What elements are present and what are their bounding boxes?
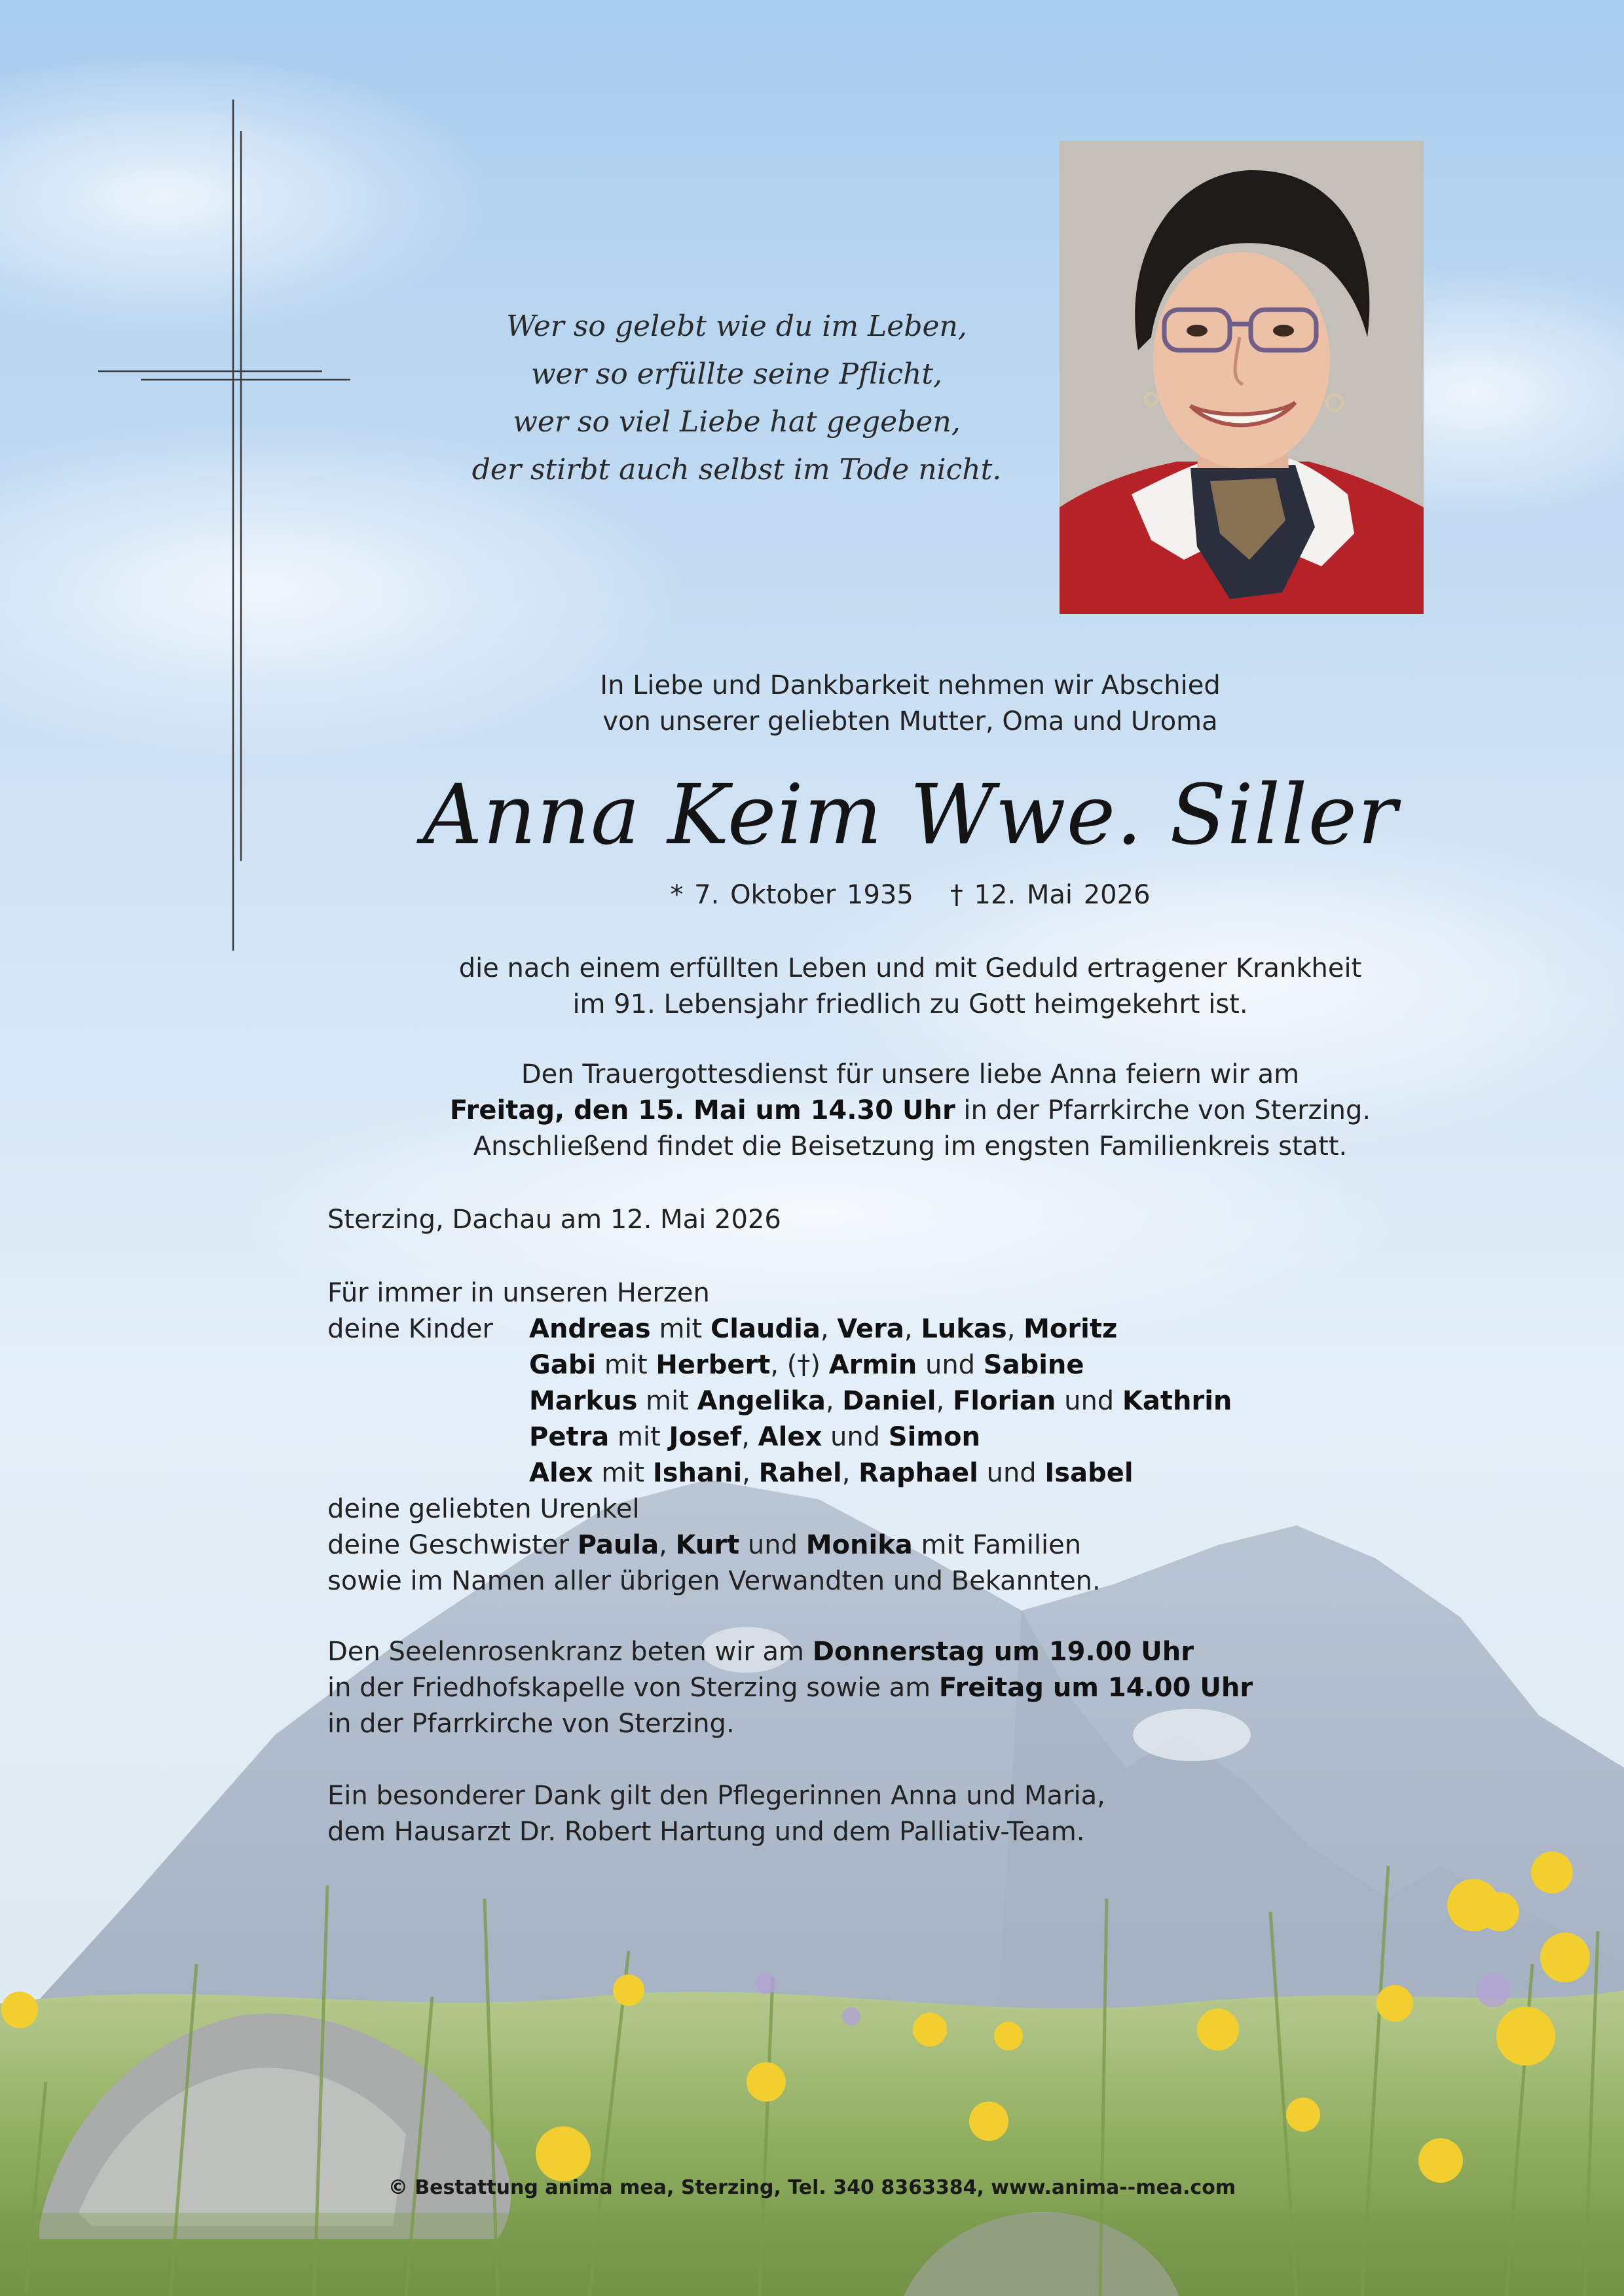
name-bold: Petra [529,1422,610,1452]
rosary-text [327,1634,1467,1742]
siblings-row [327,1527,1467,1563]
poem-line: Wer so gelebt wie du im Leben, [506,310,967,343]
name-bold: Angelika [697,1386,826,1416]
name-bold: Alex [529,1458,593,1488]
relatives-row [327,1563,1467,1599]
thanks-text [327,1778,1467,1850]
text-run: mit [637,1386,697,1416]
name-bold: Simon [888,1422,980,1452]
poem-line: wer so viel Liebe hat gegeben, [513,405,961,439]
text-run: Den Seelenrosenkranz beten wir am [327,1637,813,1667]
cross-icon [0,0,367,956]
text-run: und [978,1458,1045,1488]
name-bold: Moritz [1024,1314,1118,1344]
children-row [327,1383,1467,1419]
mourners-heading [327,1275,1467,1311]
great-grandchildren-text: deine geliebten Urenkel [327,1494,640,1524]
passing-line: im 91. Lebensjahr friedlich zu Gott heimgekehrt ist. [572,989,1248,1019]
rosary-line [327,1634,1467,1670]
child-family [529,1383,1232,1419]
text-run: , [904,1314,921,1344]
name-bold: Markus [529,1386,638,1416]
heading-text: Für immer in unseren Herzen [327,1278,710,1308]
footer-credit: © Bestattung anima mea, Sterzing, Tel. 340 8363384, www.anima--mea.com [388,2176,1236,2199]
name-bold: Florian [952,1386,1056,1416]
text-run: und [1056,1386,1122,1416]
intro-text [327,668,1493,740]
name-bold: Kathrin [1122,1386,1232,1416]
name-bold: Sabine [983,1350,1084,1380]
poem-line: der stirbt auch selbst im Tode nicht. [471,453,1002,486]
child-family [529,1419,980,1455]
children-row [327,1347,1467,1383]
rosary-line [327,1670,1467,1706]
children-row [327,1455,1467,1491]
name-bold: Alex [758,1422,822,1452]
children-row [327,1311,1467,1347]
name-bold: Josef [669,1422,742,1452]
text-run: mit [596,1350,656,1380]
service-text [327,1057,1493,1165]
text-run: und [822,1422,889,1452]
place-date: Sterzing, Dachau am 12. Mai 2026 [327,1205,781,1235]
poem-line: wer so erfüllte seine Pflicht, [530,357,943,391]
name-bold: Freitag um 14.00 Uhr [938,1673,1253,1703]
name-bold: Ishani [652,1458,743,1488]
name-bold: Paula [577,1530,659,1560]
name-bold: Lukas [921,1314,1007,1344]
service-line: Den Trauergottesdienst für unsere liebe Anna feiern wir am [521,1059,1300,1089]
life-dates [327,877,1493,913]
text-run: , (†) [770,1350,829,1380]
text-run: und [739,1530,806,1560]
child-family [529,1311,1117,1347]
mourners-list [327,1275,1467,1599]
children-row [327,1419,1467,1455]
text-run: , [936,1386,953,1416]
passing-text [327,951,1493,1023]
text-run: , [742,1458,759,1488]
child-family [529,1455,1134,1491]
name-bold: Daniel [842,1386,936,1416]
child-family [529,1347,1084,1383]
thanks-line: Ein besonderer Dank gilt den Pflegerinnen Anna und Maria, [327,1781,1105,1811]
text-run: und [917,1350,984,1380]
name-bold: Herbert [655,1350,771,1380]
portrait-photo [1060,141,1424,614]
service-line: Anschließend findet die Beisetzung im engsten Familienkreis statt. [473,1131,1348,1161]
name-bold: Claudia [710,1314,821,1344]
name-bold: Donnerstag um 19.00 Uhr [812,1637,1194,1667]
text-run: , [841,1458,859,1488]
siblings-text [327,1527,1081,1563]
text-run: mit Familien [912,1530,1082,1560]
name-bold: Armin [828,1350,917,1380]
great-grandchildren-row [327,1491,1467,1527]
name-bold: Raphael [858,1458,978,1488]
passing-line: die nach einem erfüllten Leben und mit Geduld ertragener Krankheit [458,953,1362,983]
text-run: , [741,1422,758,1452]
name-bold: Isabel [1044,1458,1134,1488]
name-bold: Vera [837,1314,904,1344]
name-bold: Gabi [529,1350,597,1380]
text-run: , [820,1314,838,1344]
name-bold: Kurt [675,1530,740,1560]
intro-line: von unserer geliebten Mutter, Oma und Uroma [602,706,1218,737]
poem [419,302,1054,494]
intro-line: In Liebe und Dankbarkeit nehmen wir Abschied [600,670,1221,701]
text-run: in der Friedhofskapelle von Sterzing sowie am [327,1673,939,1703]
relatives-text: sowie im Namen aller übrigen Verwandten und Bekannten. [327,1566,1101,1596]
deceased-name: Anna Keim Wwe. Siller [422,767,1398,863]
service-location: in der Pfarrkirche von Sterzing. [955,1095,1371,1125]
service-line [327,1093,1493,1129]
rosary-line: in der Pfarrkirche von Sterzing. [327,1709,735,1739]
text-run: , [825,1386,843,1416]
service-datetime: Freitag, den 15. Mai um 14.30 Uhr [449,1095,955,1125]
text-run: , [1006,1314,1024,1344]
text-run: mit [593,1458,653,1488]
thanks-line: dem Hausarzt Dr. Robert Hartung und dem Palliativ-Team. [327,1817,1085,1847]
name-bold: Rahel [758,1458,842,1488]
death-date: † 12. Mai 2026 [950,880,1151,910]
text-run: mit [609,1422,669,1452]
name-bold: Andreas [529,1314,651,1344]
text-run: deine Geschwister [327,1530,578,1560]
children-label: deine Kinder [327,1314,493,1344]
text-run: mit [650,1314,710,1344]
name-bold: Monika [805,1530,913,1560]
birth-date: * 7. Oktober 1935 [670,880,913,910]
text-run: , [659,1530,676,1560]
